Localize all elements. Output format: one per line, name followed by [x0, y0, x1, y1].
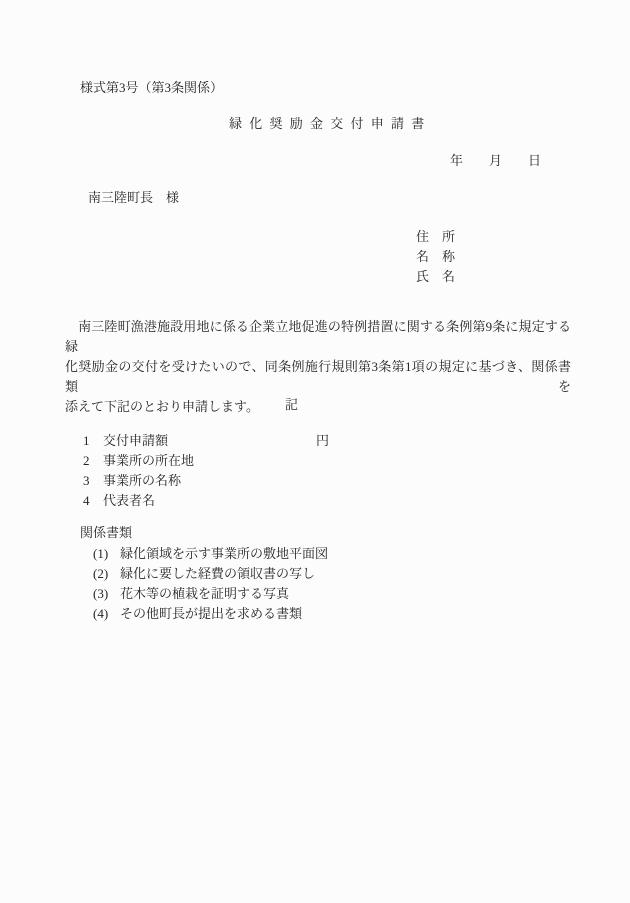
applicant-address-label: 住 所 [416, 229, 456, 244]
document-list-item [93, 586, 289, 602]
item-label: 代表者名 [103, 493, 156, 508]
document-item-number: (1) [93, 546, 109, 561]
list-item [83, 453, 194, 469]
document-item-label: その他町長が提出を求める書類 [120, 606, 303, 621]
document-item-number: (4) [93, 606, 109, 621]
item-unit: 円 [316, 433, 330, 448]
document-list-item [93, 606, 302, 622]
document-item-number: (2) [93, 566, 109, 581]
document-item-number: (3) [93, 586, 109, 601]
documents-heading: 関係書類 [80, 525, 133, 540]
recipient-line: 南三陸町長 様 [88, 190, 180, 205]
list-item [83, 433, 330, 449]
applicant-name-label: 名 称 [416, 249, 456, 264]
item-label: 事業所の所在地 [103, 453, 195, 468]
body-line: 南三陸町漁港施設用地に係る企業立地促進の特例措置に関する条例第9条に規定する緑 [65, 319, 571, 354]
item-number: 3 [83, 473, 90, 488]
document-item-label: 緑化に要した経費の領収書の写し [120, 566, 316, 581]
list-item [83, 473, 181, 489]
document-item-label: 緑化領域を示す事業所の敷地平面図 [120, 546, 329, 561]
item-number: 2 [83, 453, 90, 468]
date-line: 年 月 日 [450, 153, 542, 168]
body-line: 添えて下記のとおり申請します。 [65, 399, 259, 414]
applicant-person-label: 氏 名 [416, 269, 456, 284]
document-list-item [93, 566, 315, 582]
item-label: 交付申請額 [103, 433, 169, 448]
body-line: 化奨励金の交付を受けたいので、同条例施行規則第3条第1項の規定に基づき、関係書類を [65, 359, 571, 394]
document-list-item [93, 546, 328, 562]
item-number: 1 [83, 433, 90, 448]
record-heading: 記 [285, 397, 299, 412]
item-number: 4 [83, 493, 90, 508]
document-title: 緑 化 奨 励 金 交 付 申 請 書 [229, 116, 427, 131]
item-label: 事業所の名称 [103, 473, 182, 488]
form-number: 様式第3号（第3条関係） [80, 80, 224, 95]
body-paragraph [65, 317, 571, 417]
list-item [83, 493, 155, 509]
document-item-label: 花木等の植栽を証明する写真 [120, 586, 290, 601]
